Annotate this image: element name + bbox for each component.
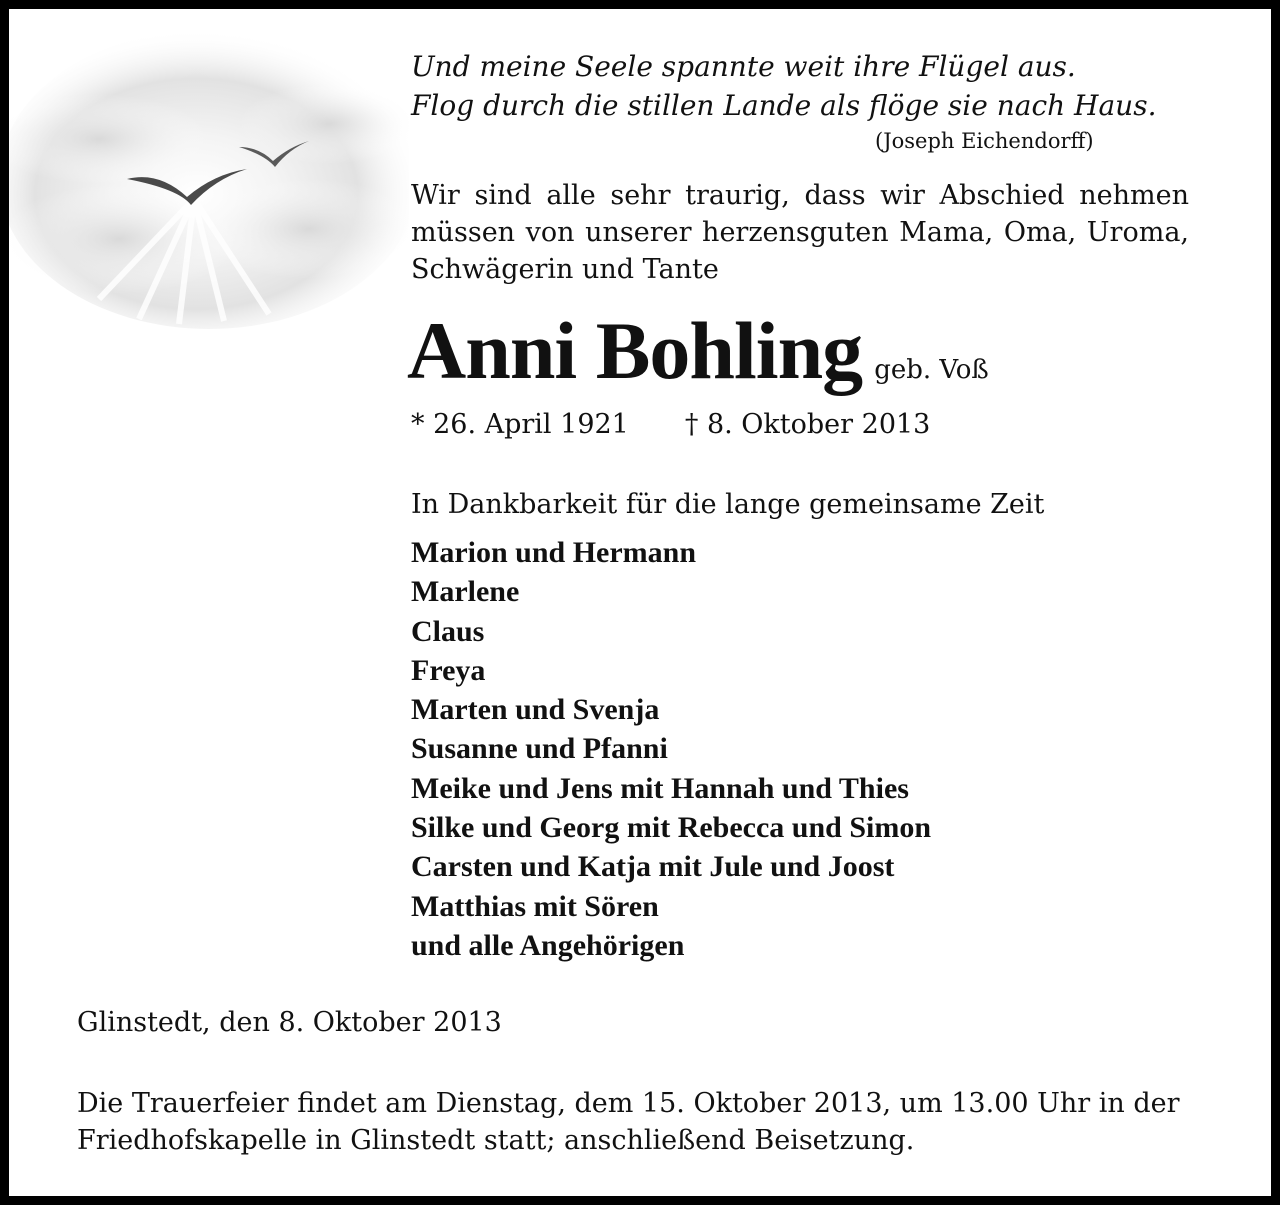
- list-item: Marion und Hermann: [411, 536, 697, 569]
- place-date: Glinstedt, den 8. Oktober 2013: [77, 1007, 502, 1038]
- quote-line: Und meine Seele spannte weit ihre Flügel aus.: [411, 50, 1076, 83]
- sky-birds-icon: [9, 29, 409, 329]
- funeral-service-info: Die Trauerfeier findet am Dienstag, dem 15. Oktober 2013, um 13.00 Uhr in der Friedhofskapelle in Glinstedt statt; anschließend Beisetzung.: [77, 1088, 1180, 1156]
- list-item: Claus: [411, 614, 485, 648]
- list-item: und alle Angehörigen: [411, 928, 685, 962]
- obituary-notice: [9, 9, 1271, 1196]
- list-item: Silke und Georg mit Rebecca und Simon: [411, 811, 932, 845]
- list-item: Marten und Svenja: [411, 693, 660, 727]
- deceased-name-row: [407, 303, 989, 399]
- birth-date: * 26. April 1921: [411, 409, 629, 440]
- list-item: Marlene: [411, 575, 520, 609]
- family-list: [411, 533, 931, 965]
- intro-text: Wir sind alle sehr traurig, dass wir Abschied nehmen müssen von unserer herzensguten Mama, Oma, Uroma, Schwägerin und Tante: [411, 180, 1189, 285]
- quote-line: Flog durch die stillen Lande als flöge sie nach Haus.: [411, 89, 1157, 122]
- quote: [411, 47, 1191, 125]
- death-date: † 8. Oktober 2013: [684, 409, 931, 440]
- maiden-name: geb. Voß: [874, 355, 989, 385]
- list-item: Freya: [411, 653, 486, 687]
- list-item: Susanne und Pfanni: [411, 732, 668, 766]
- gratitude-line: In Dankbarkeit für die lange gemeinsame Zeit: [411, 489, 1045, 520]
- quote-author: (Joseph Eichendorff): [875, 129, 1094, 153]
- list-item: Meike und Jens mit Hannah und Thies: [411, 771, 909, 805]
- deceased-name: Anni Bohling: [407, 305, 863, 396]
- life-dates: [411, 409, 930, 440]
- list-item: Matthias mit Sören: [411, 889, 659, 923]
- list-item: Carsten und Katja mit Jule und Joost: [411, 850, 895, 884]
